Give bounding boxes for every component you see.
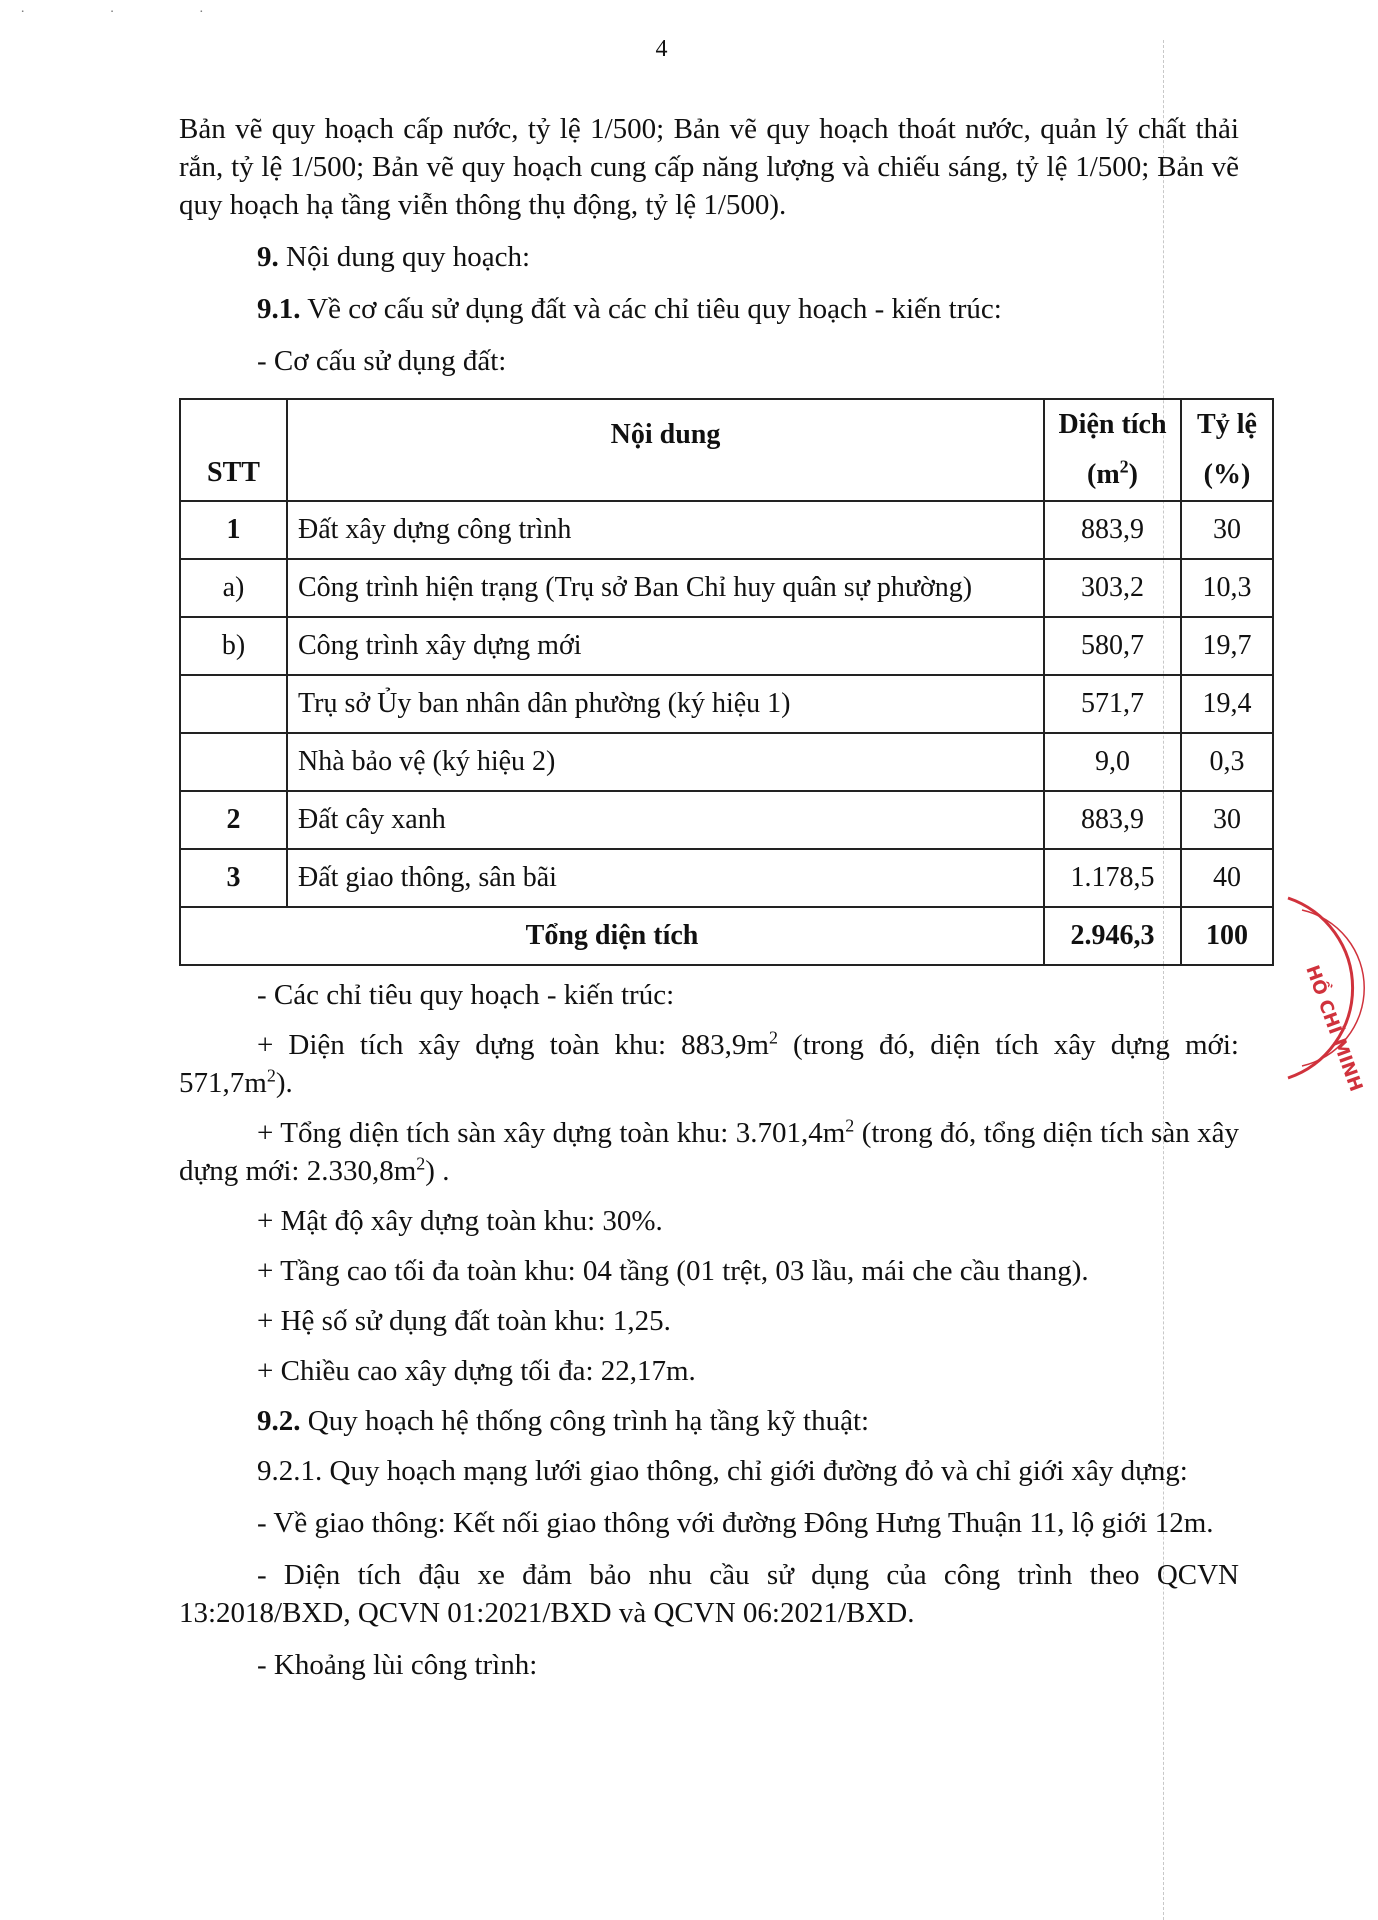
table-row (180, 559, 1273, 617)
row-content: Đất giao thông, sân bãi (287, 849, 1044, 907)
table-row (180, 675, 1273, 733)
table-row (180, 733, 1273, 791)
header-area-unit-pre: (m (1087, 459, 1120, 490)
floor-area-sup: 2 (845, 1115, 855, 1136)
row-stt: b) (180, 617, 287, 675)
indicators-heading: - Các chỉ tiêu quy hoạch - kiến trúc: (257, 979, 675, 1011)
section-9-2-1-heading: 9.2.1. Quy hoạch mạng lưới giao thông, chỉ giới đường đỏ và chỉ giới xây dựng: (257, 1455, 1188, 1487)
land-use-table (179, 398, 1274, 966)
total-ratio: 100 (1181, 907, 1273, 965)
row-ratio: 19,7 (1181, 617, 1273, 675)
row-stt: 2 (180, 791, 287, 849)
traffic-paragraph: - Về giao thông: Kết nối giao thông với đường Đông Hưng Thuận 11, lộ giới 12m. (257, 1507, 1214, 1539)
section-9-1-title: Về cơ cấu sử dụng đất và các chỉ tiêu quy hoạch - kiến trúc: (300, 293, 1002, 325)
table-row (180, 791, 1273, 849)
row-ratio: 0,3 (1181, 733, 1273, 791)
document-body (179, 110, 1257, 1684)
floor-area-new-sup: 2 (416, 1153, 426, 1174)
indicator-density: + Mật độ xây dựng toàn khu: 30%. (257, 1205, 663, 1237)
header-stt: STT (180, 399, 287, 501)
table-row (180, 501, 1273, 559)
header-ratio-label: Tỷ lệ (1197, 409, 1257, 440)
build-area-new-sup: 2 (266, 1065, 276, 1086)
indicator-max-floors: + Tầng cao tối đa toàn khu: 04 tầng (01 trệt, 03 lầu, mái che cầu thang). (257, 1255, 1089, 1287)
total-area: 2.946,3 (1044, 907, 1181, 965)
row-area: 580,7 (1044, 617, 1181, 675)
section-9-2-heading (179, 1402, 1239, 1440)
row-ratio: 10,3 (1181, 559, 1273, 617)
header-area-unit (1087, 456, 1138, 490)
row-ratio: 40 (1181, 849, 1273, 907)
row-stt: 1 (180, 501, 287, 559)
section-9-number: 9. (257, 241, 279, 273)
row-area: 1.178,5 (1044, 849, 1181, 907)
build-area-end: ). (275, 1067, 293, 1099)
table-total-row (180, 907, 1273, 965)
table-header-row (180, 399, 1273, 501)
svg-text:HỒ CHÍ MINH: HỒ CHÍ MINH (1301, 962, 1367, 1095)
total-label: Tổng diện tích (180, 907, 1044, 965)
header-area-unit-post: ) (1128, 459, 1138, 490)
row-content: Trụ sở Ủy ban nhân dân phường (ký hiệu 1) (287, 675, 1044, 733)
official-seal-stamp (1268, 888, 1378, 1095)
build-area-new-text: (trong đó, diện tích xây dựng mới: 571,7m (179, 1029, 1239, 1099)
row-content: Nhà bảo vệ (ký hiệu 2) (287, 733, 1044, 791)
row-content: Đất cây xanh (287, 791, 1044, 849)
header-content: Nội dung (287, 399, 1044, 501)
row-content: Công trình hiện trạng (Trụ sở Ban Chỉ huy quân sự phường) (287, 559, 1044, 617)
indicator-land-coef: + Hệ số sử dụng đất toàn khu: 1,25. (257, 1305, 671, 1337)
header-area (1044, 399, 1181, 501)
row-ratio: 19,4 (1181, 675, 1273, 733)
row-stt: a) (180, 559, 287, 617)
row-stt (180, 675, 287, 733)
header-ratio-unit: (%) (1203, 459, 1251, 490)
indicator-build-area (179, 1026, 1239, 1102)
row-content: Công trình xây dựng mới (287, 617, 1044, 675)
table-row (180, 849, 1273, 907)
parking-paragraph: - Diện tích đậu xe đảm bảo nhu cầu sử dụng của công trình theo QCVN 13:2018/BXD, QCVN 01:2021/BXD và QCVN 06:2021/BXD. (179, 1559, 1239, 1629)
header-area-unit-sup: 2 (1119, 456, 1129, 477)
intro-paragraph: Bản vẽ quy hoạch cấp nước, tỷ lệ 1/500; Bản vẽ quy hoạch thoát nước, quản lý chất thải rắn, tỷ lệ 1/500; Bản vẽ quy hoạch cung cấp năng lượng và chiếu sáng, tỷ lệ 1/500; Bản vẽ quy hoạch hạ tầng viễn thông thụ động, tỷ lệ 1/500). (179, 113, 1239, 221)
row-content: Đất xây dựng công trình (287, 501, 1044, 559)
table-row (180, 617, 1273, 675)
header-ratio (1181, 399, 1273, 501)
section-9-2-title: Quy hoạch hệ thống công trình hạ tầng kỹ thuật: (300, 1405, 870, 1437)
indicator-max-height: + Chiều cao xây dựng tối đa: 22,17m. (257, 1355, 696, 1387)
row-area: 9,0 (1044, 733, 1181, 791)
floor-area-new-text: (trong đó, tổng diện tích sàn xây dựng mới: 2.330,8m (179, 1117, 1240, 1187)
header-area-label: Diện tích (1058, 409, 1167, 440)
indicator-floor-area (179, 1114, 1239, 1190)
row-ratio: 30 (1181, 501, 1273, 559)
row-area: 303,2 (1044, 559, 1181, 617)
section-9-1-heading (179, 290, 1239, 328)
row-area: 883,9 (1044, 501, 1181, 559)
section-9-title: Nội dung quy hoạch: (278, 241, 531, 273)
floor-area-text: + Tổng diện tích sàn xây dựng toàn khu: 3.701,4m (257, 1117, 846, 1149)
table-body (180, 501, 1273, 907)
row-ratio: 30 (1181, 791, 1273, 849)
build-area-text: + Diện tích xây dựng toàn khu: 883,9m (257, 1029, 769, 1061)
setback-heading: - Khoảng lùi công trình: (257, 1649, 538, 1681)
land-use-heading: - Cơ cấu sử dụng đất: (257, 345, 507, 377)
row-stt: 3 (180, 849, 287, 907)
section-9-2-number: 9.2. (257, 1405, 301, 1437)
build-area-sup: 2 (768, 1027, 778, 1048)
section-9-1-number: 9.1. (257, 293, 301, 325)
floor-area-end: ) . (425, 1155, 450, 1187)
scan-artifacts: ˙ ˙ ˙ (20, 8, 244, 25)
row-area: 883,9 (1044, 791, 1181, 849)
row-stt (180, 733, 287, 791)
row-area: 571,7 (1044, 675, 1181, 733)
section-9-heading (179, 238, 1239, 276)
page-number: 4 (655, 36, 668, 62)
